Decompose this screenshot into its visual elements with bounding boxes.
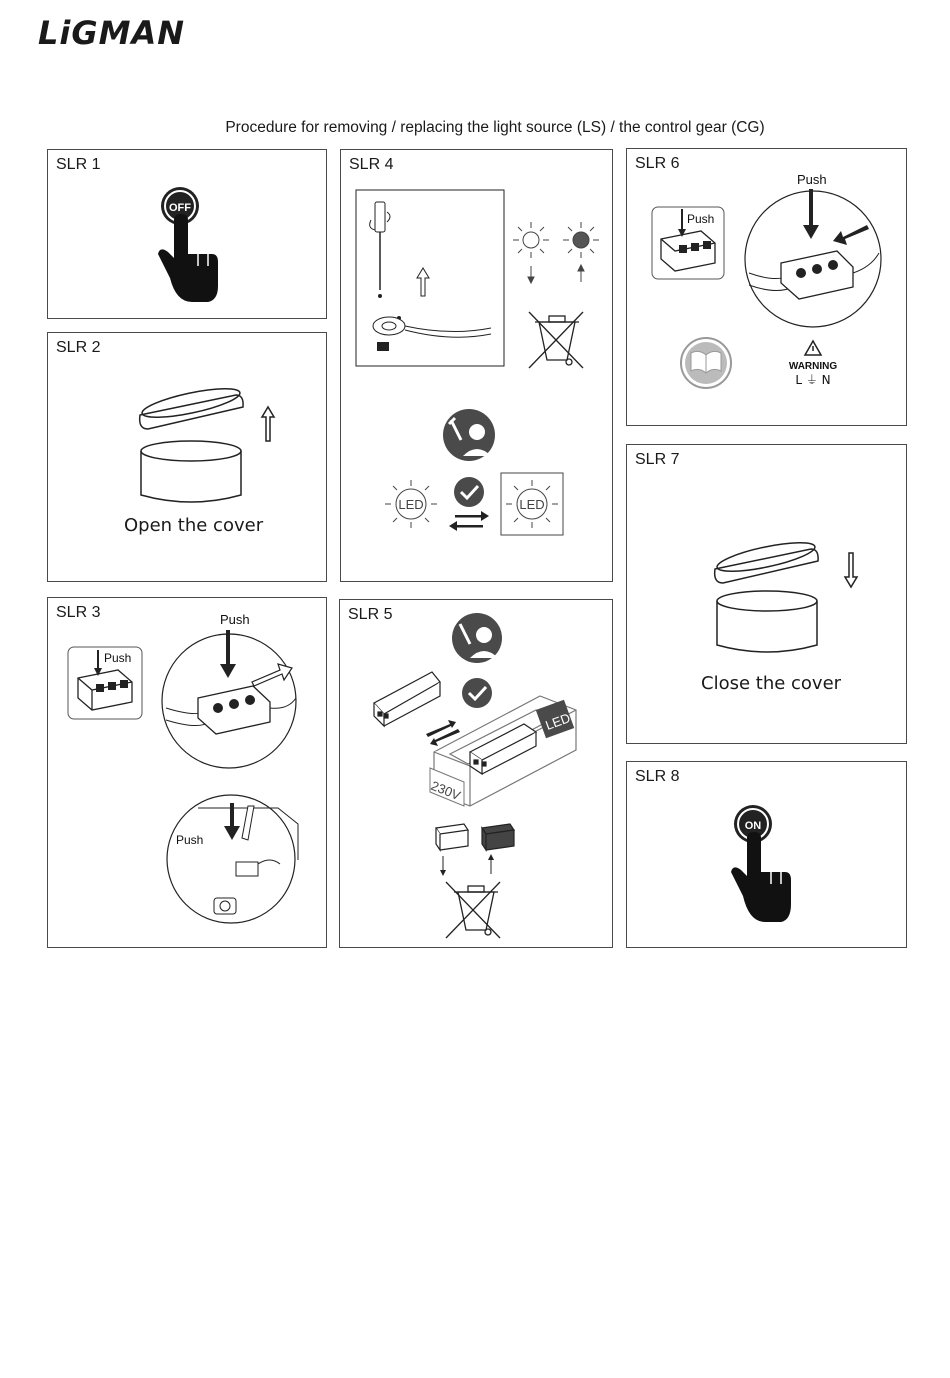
- on-button-hand-icon: [627, 762, 908, 949]
- panel-slr7: [626, 444, 907, 744]
- control-gear-illustration: [340, 600, 614, 949]
- panel-label: SLR 7: [635, 451, 680, 468]
- panel-label: SLR 1: [56, 156, 101, 173]
- warning-label: WARNING: [788, 361, 838, 372]
- off-button-hand-icon: [48, 150, 328, 320]
- bulb-icon: [563, 222, 599, 282]
- panel-label: SLR 3: [56, 604, 101, 621]
- page-heading: Procedure for removing / replacing the light source (LS) / the control gear (CG): [225, 119, 765, 136]
- brand-logo: LiGMAN: [38, 14, 186, 52]
- panel-slr3: [47, 597, 327, 948]
- open-cover-illustration: [48, 333, 328, 583]
- connector-illustration: [48, 598, 328, 949]
- technician-icon: [443, 409, 495, 461]
- warning-triangle-icon: [805, 341, 821, 355]
- panel-slr2: [47, 332, 327, 582]
- panel-caption: Open the cover: [124, 515, 264, 536]
- technician-icon: [452, 613, 502, 663]
- panel-label: SLR 8: [635, 768, 680, 785]
- down-arrow-icon: [845, 553, 857, 587]
- connector-release-circle: [167, 795, 298, 923]
- panel-slr8: [626, 761, 907, 948]
- voltage-label: 230V: [428, 777, 463, 804]
- weee-bin-icon: [446, 882, 500, 938]
- lid-icon: [715, 537, 818, 652]
- led-label: LED: [519, 497, 545, 512]
- panel-label: SLR 5: [348, 606, 393, 623]
- on-button-text: ON: [744, 820, 762, 832]
- push-label: Push: [220, 612, 250, 627]
- panel-label: SLR 2: [56, 339, 101, 356]
- push-label: Push: [687, 212, 715, 226]
- panel-label: SLR 6: [635, 155, 680, 172]
- panel-label: SLR 4: [349, 156, 394, 173]
- connector-zoom-circle: [745, 189, 881, 327]
- panel-slr5: [339, 599, 613, 948]
- light-source-illustration: [341, 150, 614, 583]
- panel-caption: Close the cover: [701, 673, 842, 694]
- driver-box-new-icon: [482, 824, 514, 850]
- push-label: Push: [104, 651, 132, 665]
- wiring-illustration: [627, 149, 908, 427]
- bulb-icon: [513, 222, 549, 283]
- off-button-text: OFF: [169, 202, 191, 214]
- panel-slr6: [626, 148, 907, 426]
- manual-book-icon: [681, 338, 731, 388]
- panel-slr1: [47, 149, 327, 319]
- driver-box-icon: [374, 672, 440, 726]
- push-label: Push: [176, 833, 204, 847]
- led-tag: LED: [543, 710, 573, 733]
- weee-bin-icon: [529, 312, 583, 368]
- push-label: Push: [797, 172, 827, 187]
- check-icon: [454, 477, 484, 507]
- check-icon: [462, 678, 492, 708]
- led-label: LED: [398, 497, 424, 512]
- panel-slr4: [340, 149, 613, 582]
- connector-zoom-circle: [162, 630, 296, 768]
- driver-box-old-icon: [436, 824, 468, 850]
- lid-icon: [140, 383, 243, 502]
- up-arrow-icon: [262, 407, 274, 441]
- terminal-labels: L ⏚ N: [795, 373, 831, 387]
- swap-arrows-icon: [449, 511, 489, 531]
- close-cover-illustration: [627, 445, 908, 745]
